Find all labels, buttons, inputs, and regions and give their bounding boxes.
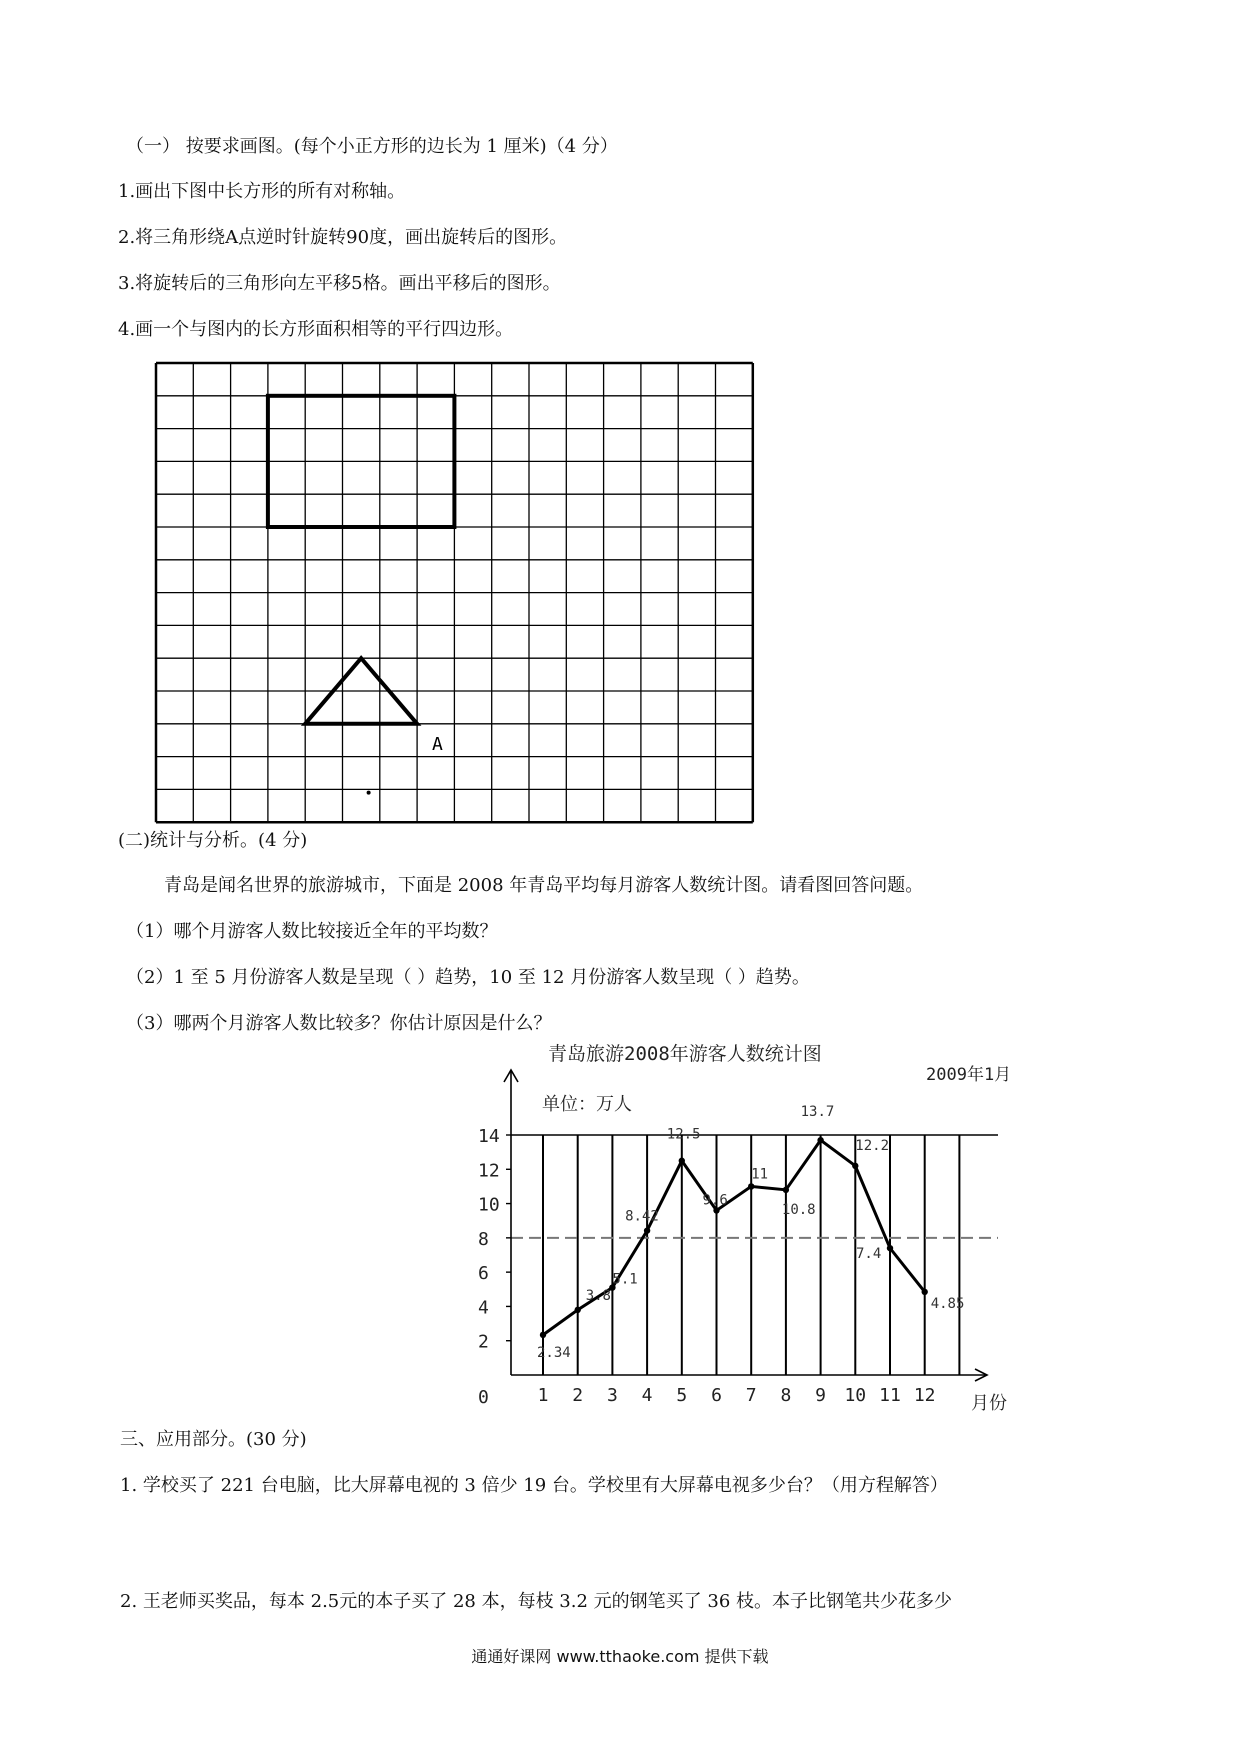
drawing-grid <box>152 361 762 830</box>
data-label: 5.1 <box>612 1271 638 1288</box>
x-tick-label: 11 <box>879 1385 901 1406</box>
task-item-1: 1.画出下图中长方形的所有对称轴。 <box>118 181 406 202</box>
data-point <box>644 1227 650 1233</box>
x-tick-label: 2 <box>572 1385 584 1406</box>
y-tick-label: 0 <box>478 1387 489 1408</box>
chart-x-axis-label: 月份 <box>971 1393 1007 1414</box>
y-tick-label: 12 <box>478 1160 500 1182</box>
data-label: 2.34 <box>537 1344 571 1361</box>
x-tick-label: 3 <box>606 1385 618 1406</box>
grid-svg <box>152 361 762 826</box>
data-label: 7.4 <box>856 1246 882 1263</box>
data-point <box>540 1332 546 1338</box>
x-tick-label: 5 <box>676 1385 688 1406</box>
x-tick-label: 6 <box>711 1385 722 1406</box>
section3-title: 三、应用部分。(30 分) <box>120 1429 307 1450</box>
chart-svg <box>448 1030 1048 1430</box>
y-tick-label: 2 <box>478 1331 489 1353</box>
data-label: 4.85 <box>930 1295 965 1312</box>
data-label: 12.2 <box>855 1137 890 1154</box>
question-3: （3）哪两个月游客人数比较多？你估计原因是什么？ <box>126 1013 552 1034</box>
x-tick-label: 1 <box>537 1385 549 1406</box>
point-a-label: A <box>432 734 443 756</box>
x-tick-label: 12 <box>913 1385 936 1406</box>
data-point <box>817 1137 823 1143</box>
task-item-2: 2.将三角形绕A点逆时针旋转90度，画出旋转后的图形。 <box>118 227 568 248</box>
data-point <box>679 1158 685 1164</box>
x-tick-label: 4 <box>641 1385 653 1406</box>
x-tick-label: 8 <box>780 1385 792 1406</box>
y-tick-label: 14 <box>478 1126 500 1147</box>
data-label: 9.6 <box>702 1192 728 1209</box>
data-point <box>783 1187 789 1193</box>
x-tick-label: 9 <box>815 1385 827 1406</box>
data-label: 12.5 <box>666 1126 701 1143</box>
data-label: 11 <box>751 1166 769 1183</box>
grid-dot <box>367 791 371 795</box>
chart-title: 青岛旅游2008年游客人数统计图 <box>548 1043 822 1065</box>
section1-title: （一） 按要求画图。(每个小正方形的边长为 1 厘米)（4 分） <box>126 136 618 157</box>
y-tick-label: 4 <box>478 1297 489 1319</box>
data-point <box>575 1307 581 1313</box>
problem-2: 2. 王老师买奖品，每本 2.5元的本子买了 28 本，每枝 3.2 元的钢笔买了 36 枝。本子比钢笔共少花多少 <box>120 1591 953 1612</box>
x-tick-label: 10 <box>844 1385 867 1406</box>
chart-unit-label: 单位：万人 <box>542 1094 632 1115</box>
section2-intro: 青岛是闻名世界的旅游城市，下面是 2008 年青岛平均每月游客人数统计图。请看图回答问题。 <box>164 875 924 896</box>
section2-title: (二)统计与分析。(4 分) <box>118 830 308 851</box>
data-label: 10.8 <box>781 1201 816 1218</box>
y-tick-label: 8 <box>478 1228 489 1250</box>
question-2: （2）1 至 5 月份游客人数是呈现（ ）趋势，10 至 12 月份游客人数呈现（ ）趋势。 <box>126 967 810 988</box>
task-item-4: 4.画一个与图内的长方形面积相等的平行四边形。 <box>118 319 514 340</box>
data-label: 13.7 <box>800 1104 835 1121</box>
question-1: （1）哪个月游客人数比较接近全年的平均数？ <box>126 921 498 942</box>
data-label: 3.8 <box>585 1287 611 1304</box>
x-tick-label: 7 <box>745 1385 757 1406</box>
problem-1: 1. 学校买了 221 台电脑，比大屏幕电视的 3 倍少 19 台。学校里有大屏幕电视多少台？（用方程解答） <box>120 1475 948 1496</box>
footer-credit: 通通好课网 www.tthaoke.com 提供下载 <box>471 1647 769 1666</box>
y-tick-label: 10 <box>478 1194 500 1216</box>
tourist-chart <box>448 1030 1048 1434</box>
data-point <box>922 1289 928 1295</box>
data-point <box>887 1245 893 1251</box>
chart-date-note: 2009年1月 <box>926 1065 1012 1085</box>
task-item-3: 3.将旋转后的三角形向左平移5格。画出平移后的图形。 <box>118 273 561 294</box>
data-point <box>748 1183 754 1189</box>
data-point <box>852 1163 858 1169</box>
data-label: 8.42 <box>625 1208 659 1225</box>
y-tick-label: 6 <box>478 1263 489 1285</box>
